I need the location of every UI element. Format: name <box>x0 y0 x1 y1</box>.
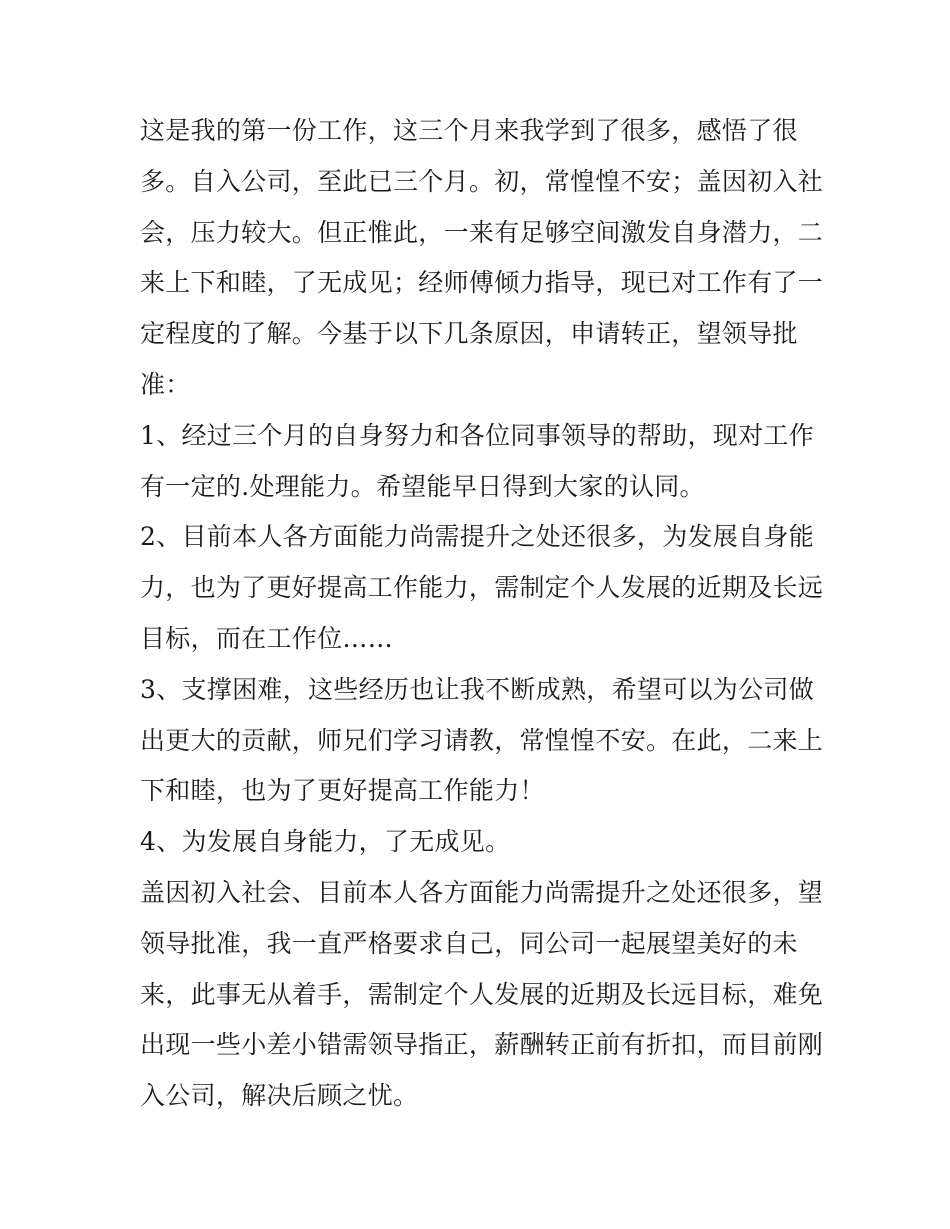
text-line: 准： <box>140 369 191 399</box>
text-line: 领导批准，我一直严格要求自己，同公司一起展望美好的未 <box>140 928 798 958</box>
text-line: 力，也为了更好提高工作能力，需制定个人发展的近期及长远 <box>140 573 824 603</box>
document-body <box>140 106 824 1122</box>
text-line: 3、支撑困难，这些经历也让我不断成熟，希望可以为公司做 <box>140 674 815 704</box>
text-line: 1、经过三个月的自身努力和各位同事领导的帮助，现对工作 <box>140 420 815 450</box>
text-line: 出现一些小差小错需领导指正，薪酬转正前有折扣，而目前刚 <box>140 1030 824 1060</box>
paragraph-item-4 <box>140 817 820 868</box>
text-line: 4、为发展自身能力，了无成见。 <box>140 827 511 857</box>
text-line: 目标，而在工作位…… <box>140 623 394 653</box>
text-line: 盖因初入社会、目前本人各方面能力尚需提升之处还很多，望 <box>140 877 824 907</box>
text-line: 多。自入公司，至此已三个月。初，常惶惶不安；盖因初入社 <box>140 166 824 196</box>
paragraph-item-3 <box>140 665 824 817</box>
text-line: 2、目前本人各方面能力尚需提升之处还很多，为发展自身能 <box>140 522 815 552</box>
paragraph-item-2 <box>140 512 824 664</box>
paragraph-intro <box>140 106 824 411</box>
paragraph-closing <box>140 868 824 1122</box>
text-line: 出更大的贡献，师兄们学习请教，常惶惶不安。在此，二来上 <box>140 725 824 755</box>
text-line: 有一定的.处理能力。希望能早日得到大家的认同。 <box>140 471 705 501</box>
text-line: 这是我的第一份工作，这三个月来我学到了很多，感悟了很 <box>140 116 798 145</box>
text-line: 定程度的了解。今基于以下几条原因，申请转正，望领导批 <box>140 319 798 349</box>
text-line: 入公司，解决后顾之忧。 <box>140 1081 419 1111</box>
paragraph-item-1 <box>140 411 820 513</box>
text-line: 来上下和睦，了无成见；经师傅倾力指导，现已对工作有了一 <box>140 268 824 298</box>
text-line: 会，压力较大。但正惟此，一来有足够空间激发自身潜力，二 <box>140 217 824 247</box>
text-line: 下和睦，也为了更好提高工作能力！ <box>140 776 545 806</box>
text-line: 来，此事无从着手，需制定个人发展的近期及长远目标，难免 <box>140 979 824 1009</box>
